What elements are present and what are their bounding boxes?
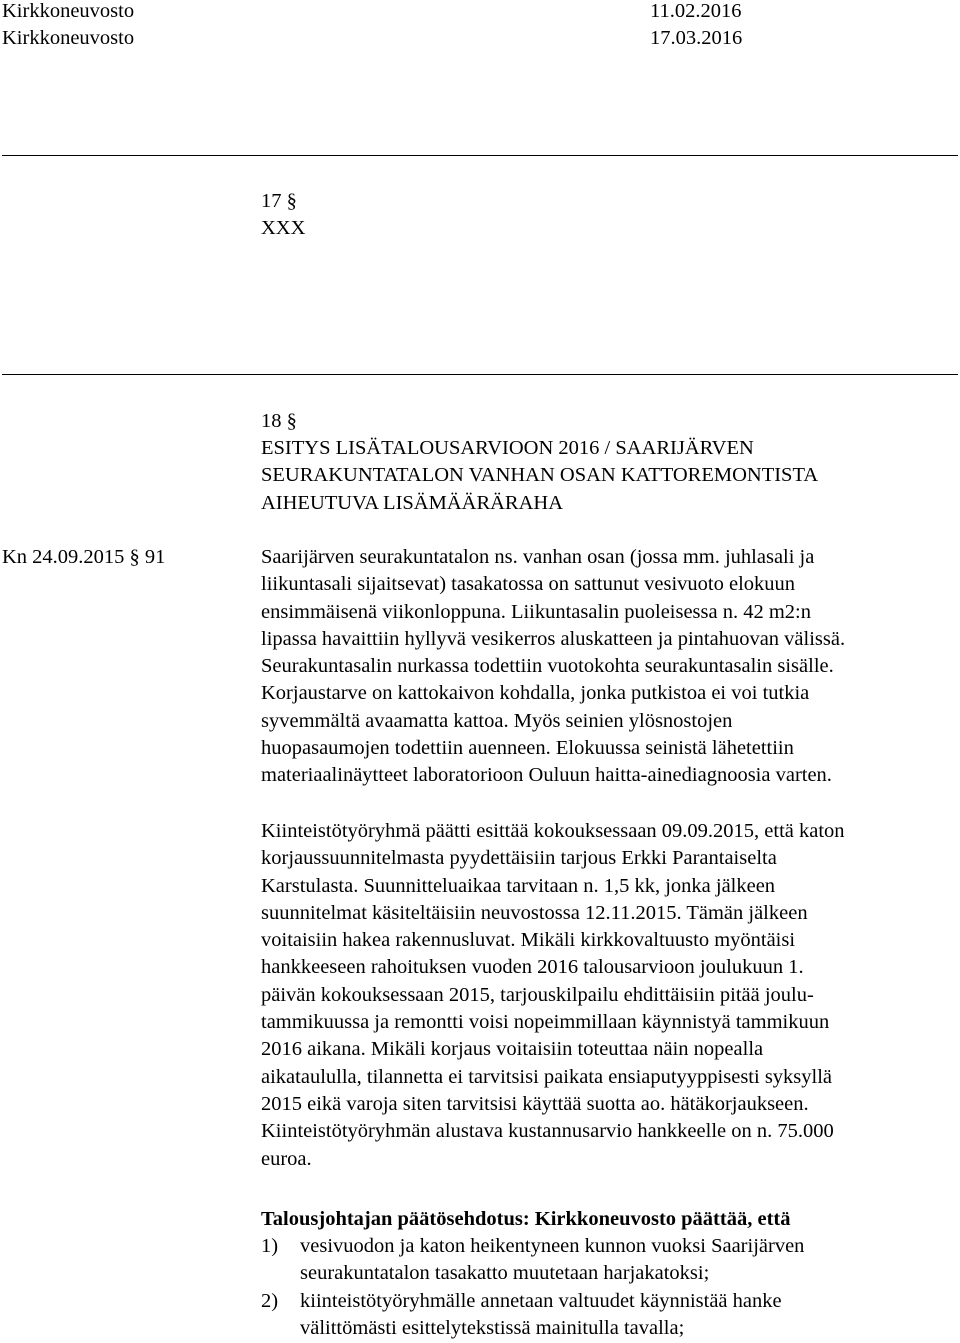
proposal-item-line: seurakuntatalon tasakatto muutetaan harjakatoksi; (300, 1262, 710, 1285)
section-title-line: AIHEUTUVA LISÄMÄÄRÄRAHA (261, 491, 564, 514)
paragraph-line: liikuntasali sijaitsevat) tasakatossa on sattunut vesivuoto elokuun (261, 573, 796, 596)
paragraph-line: 2015 eikä varoja siten tarvitsisi käyttää suotta ao. hätäkorjaukseen. (261, 1092, 809, 1115)
proposal-item-line: vesivuodon ja katon heikentyneen kunnon vuoksi Saarijärven (300, 1235, 805, 1257)
section-title-line: ESITYS LISÄTALOUSARVIOON 2016 / SAARIJÄRVEN (261, 437, 754, 459)
proposal-item-text (300, 1233, 804, 1288)
section-number: 17 § (261, 190, 297, 212)
proposal-item-number: 1) (261, 1235, 279, 1257)
section-title-line: SEURAKUNTATALON VANHAN OSAN KATTOREMONTISTA (261, 464, 819, 487)
paragraph-line: euroa. (261, 1147, 312, 1170)
paragraph-working-group (261, 818, 845, 1173)
proposal-item-line: välittömästi esittelytekstissä mainitulla tavalla; (300, 1317, 685, 1340)
paragraph-line: hankkeeseen rahoituksen vuoden 2016 talousarvioon joulukuun 1. (261, 956, 804, 979)
header-date-2: 17.03.2016 (650, 27, 743, 49)
section-title: XXX (261, 217, 306, 239)
paragraph-line: Saarijärven seurakuntatalon ns. vanhan osan (jossa mm. juhlasali ja (261, 546, 815, 568)
paragraph-line: lipassa havaittiin hyllyvä vesikerros aluskatteen ja pintahuovan välissä. (261, 627, 846, 650)
paragraph-line: ensimmäisenä viikonloppuna. Liikuntasalin puoleisessa n. 42 m2:n (261, 600, 812, 623)
paragraph-line: suunnitelmat käsiteltäisiin neuvostossa 12.11.2015. Tämän jälkeen (261, 901, 808, 924)
paragraph-line: korjaussuunnitelmasta pyydettäisiin tarjous Erkki Parantaiselta (261, 847, 777, 870)
proposal-item-line: kiinteistötyöryhmälle annetaan valtuudet käynnistää hanke (300, 1290, 782, 1312)
paragraph-line: syvemmältä avaamatta kattoa. Myös seinien ylösnostojen (261, 709, 733, 732)
divider-rule (2, 374, 958, 375)
header-date-1: 11.02.2016 (650, 0, 742, 22)
paragraph-background (261, 544, 845, 790)
previous-decision-reference: Kn 24.09.2015 § 91 (2, 546, 166, 568)
paragraph-line: huopasaumojen todettiin auenneen. Elokuussa seinistä lähetettiin (261, 737, 794, 760)
paragraph-line: voitaisiin hakea rakennusluvat. Mikäli kirkkovaltuusto myöntäisi (261, 929, 796, 952)
paragraph-line: Korjaustarve on kattokaivon kohdalla, jonka putkistoa ei voi tutkia (261, 682, 810, 705)
header-org-2: Kirkkoneuvosto (2, 27, 135, 49)
section-title (261, 435, 818, 517)
paragraph-line: materiaalinäytteet laboratorioon Ouluun haitta-ainediagnoosia varten. (261, 764, 832, 787)
proposal-item-number: 2) (261, 1290, 279, 1312)
paragraph-line: Karstulasta. Suunnitteluaikaa tarvitaan n. 1,5 kk, jonka jälkeen (261, 874, 776, 897)
paragraph-line: Kiinteistötyöryhmän alustava kustannusarvio hankkeelle on n. 75.000 (261, 1120, 834, 1143)
paragraph-line: aikataululla, tilannetta ei tarvitsisi paikata ensiaputyyppisesti syksyllä (261, 1065, 833, 1088)
proposal-item-text (300, 1288, 782, 1343)
header-org-1: Kirkkoneuvosto (2, 0, 135, 22)
paragraph-line: Kiinteistötyöryhmä päätti esittää kokouksessaan 09.09.2015, että katon (261, 820, 845, 842)
paragraph-line: tammikuussa ja remontti voisi nopeimmillaan käynnistyä tammikuun (261, 1011, 830, 1034)
paragraph-line: 2016 aikana. Mikäli korjaus voitaisiin toteuttaa näin nopealla (261, 1038, 764, 1061)
divider-rule (2, 155, 958, 156)
proposal-heading: Talousjohtajan päätösehdotus: Kirkkoneuvosto päättää, että (261, 1208, 791, 1230)
paragraph-line: päivän kokouksessaan 2015, tarjouskilpailu ehdittäisiin pitää joulu- (261, 983, 814, 1006)
section-number: 18 § (261, 410, 297, 432)
paragraph-line: Seurakuntasalin nurkassa todettiin vuotokohta seurakuntasalin sisälle. (261, 655, 834, 678)
